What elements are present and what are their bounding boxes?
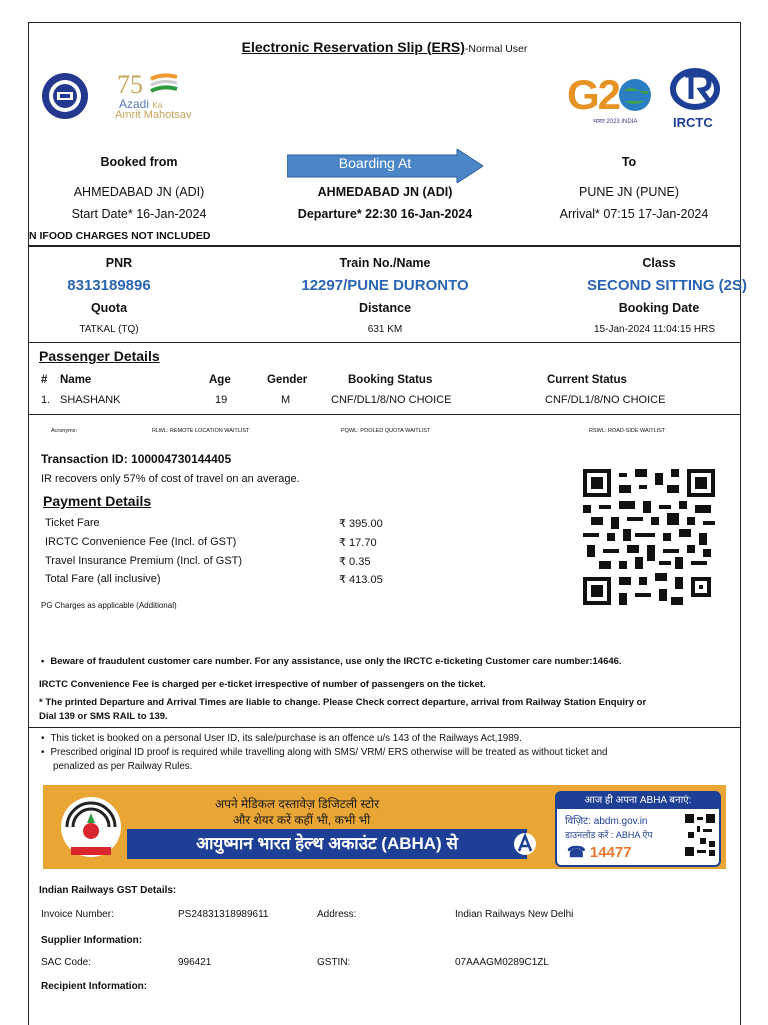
distance-value: 631 KM [367,324,403,335]
irctc-emblem-icon [665,63,725,111]
page-title: Electronic Reservation Slip (ERS)-Normal User [241,39,528,55]
g20-globe-icon [617,77,653,113]
arrival-time: Arrival* 07:15 17-Jan-2024 [559,207,709,221]
supplier-info-title: Supplier Information: [41,935,143,946]
acronym-rswl: RSWL: ROAD-SIDE WAITLIST [589,428,666,434]
pg-charges-note: PG Charges as applicable (Additional) [41,601,177,610]
phone-icon: ☎ [567,844,586,861]
booking-date-value: 15-Jan-2024 11:04:15 HRS [594,324,716,335]
to-station: PUNE JN (PUNE) [578,185,679,199]
booked-from-label: Booked from [100,155,178,169]
total-amount: ₹ 413.05 [339,574,383,586]
to-label: To [621,155,637,169]
food-charges-note: N IFOOD CHARGES NOT INCLUDED [29,230,211,242]
col-header-current-status: Current Status [547,374,627,386]
start-date: Start Date* 16-Jan-2024 [71,207,207,221]
fare-amount: ₹ 395.00 [339,518,383,530]
col-header-booking-status: Booking Status [348,374,433,386]
insurance-amount: ₹ 0.35 [339,556,371,568]
indian-railways-logo-icon [40,68,90,124]
fee-amount: ₹ 17.70 [339,537,377,549]
invoice-label: Invoice Number: [41,909,114,920]
cell-booking-status: CNF/DL1/8/NO CHOICE [331,394,452,406]
fare-label: Ticket Fare [45,517,100,529]
azadi-ka-amrit-mahotsav-logo: 75 Azadi Ka Amrit Mahotsav [115,70,192,121]
col-header-name: Name [60,374,92,386]
g20-logo: G2 भारत 2023 INDIA [567,71,657,133]
convenience-fee-notice: IRCTC Convenience Fee is charged per e-ticket irrespective of number of passengers on the ticket. [39,679,486,690]
divider [29,414,740,415]
fraud-notice: • Beware of fraudulent customer care number. For any assistance, use only the IRCTC e-ticketing Customer care number:14646. [41,656,622,667]
col-header-num: # [41,374,48,386]
abha-download: डाउनलोड करें : ABHA ऐप [565,830,653,840]
gstin-value: 07AAAGM0289C1ZL [455,957,549,968]
azadi-75-icon [115,69,185,99]
from-station: AHMEDABAD JN (ADI) [73,185,205,199]
gst-details-title: Indian Railways GST Details: [39,885,177,896]
quota-label: Quota [90,301,128,315]
class-label: Class [642,256,676,270]
cell-name: SHASHANK [60,394,121,406]
times-notice-line2: Dial 139 or SMS RAIL to 139. [39,711,168,722]
transaction-id: Transaction ID: 100004730144405 [41,452,232,466]
address-label: Address: [317,909,357,920]
abha-hindi-line1: अपने मेडिकल दस्तावेज़ डिजिटली स्टोर [215,797,380,811]
ers-document [28,22,748,1025]
abha-phone: ☎ 14477 [567,844,632,861]
divider [29,342,740,343]
acronym-pqwl: PQWL: POOLED QUOTA WAITLIST [341,428,431,434]
abha-qr-code-icon [685,813,715,857]
invoice-value: PS24831318989611 [178,909,269,920]
subsidy-note: IR recovers only 57% of cost of travel on an average. [41,473,300,485]
quota-value: TATKAL (TQ) [79,324,139,335]
col-header-gender: Gender [267,374,308,386]
train-value: 12297/PUNE DURONTO [301,277,469,294]
col-header-age: Age [209,374,231,386]
passenger-details-title: Passenger Details [39,348,160,364]
cell-num: 1. [41,394,51,406]
ticket-qr-code-icon [583,469,715,605]
pnr-value: 8313189896 [67,277,151,294]
divider [29,727,740,728]
abha-banner[interactable] [43,785,726,869]
distance-label: Distance [358,301,412,315]
boarding-station: AHMEDABAD JN (ADI) [317,185,453,199]
abha-a-icon [513,831,537,857]
svg-text:75: 75 [117,70,143,99]
times-notice-line1: * The printed Departure and Arrival Times are liable to change. Please Check correct departure, arrival from Railway Station Enquiry or [39,697,647,708]
train-label: Train No./Name [339,256,431,270]
gstin-label: GSTIN: [317,957,351,968]
id-proof-notice-line2: penalized as per Railway Rules. [53,761,193,772]
abha-cta-heading: आज ही अपना ABHA बनाएं: [557,793,719,809]
cell-age: 19 [215,394,228,406]
fee-label: IRCTC Convenience Fee (Incl. of GST) [45,536,237,548]
cell-current-status: CNF/DL1/8/NO CHOICE [545,394,666,406]
abha-visit: विज़िट: abdm.gov.in [565,816,648,827]
ayushman-bharat-emblem-icon [53,791,129,863]
abha-hindi-line2: और शेयर करें कहीं भी, कभी भी [233,813,371,827]
payment-details-title: Payment Details [43,493,152,509]
sac-value: 996421 [178,957,212,968]
boarding-at-label: Boarding At [338,155,412,171]
recipient-info-title: Recipient Information: [41,981,148,992]
pnr-label: PNR [105,256,133,270]
acronym-rlwl: RLWL: REMOTE LOCATION WAITLIST [152,428,250,434]
abha-cta-box [555,791,721,867]
sac-label: SAC Code: [41,957,92,968]
class-value: SECOND SITTING (2S) [587,277,748,294]
irctc-logo: IRCTC [665,63,731,137]
departure-time: Departure* 22:30 16-Jan-2024 [297,207,473,221]
address-value: Indian Railways New Delhi [455,909,574,920]
booking-date-label: Booking Date [618,301,700,315]
insurance-label: Travel Insurance Premium (Incl. of GST) [45,555,243,567]
total-label: Total Fare (all inclusive) [45,573,161,585]
acronyms-label: Acronyms: [51,428,77,434]
divider [29,245,740,247]
id-proof-notice: • Prescribed original ID proof is required while travelling along with SMS/ VRM/ ERS otherwise will be treated as without ticket and [41,747,608,758]
abha-main-heading: आयुष्मान भारत हेल्थ अकाउंट (ABHA) से [127,829,527,859]
cell-gender: M [281,394,291,406]
personal-id-notice: • This ticket is booked on a personal User ID, its sale/purchase is an offence u/s 143 of the Railways Act,1989. [41,733,522,744]
